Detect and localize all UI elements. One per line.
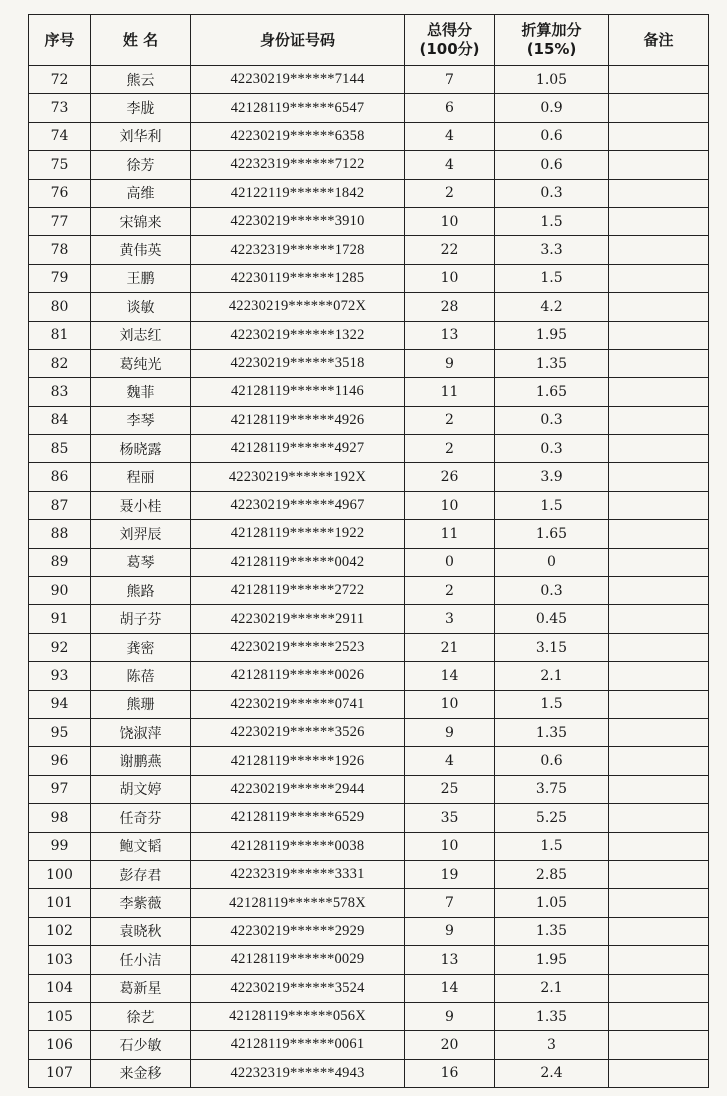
- cell-name: 李胧: [91, 94, 191, 122]
- cell-bonus: 1.35: [495, 718, 609, 746]
- cell-note: [609, 775, 709, 803]
- cell-score: 10: [405, 264, 495, 292]
- cell-note: [609, 690, 709, 718]
- cell-score: 20: [405, 1031, 495, 1059]
- cell-seq: 88: [29, 520, 91, 548]
- cell-id: 42128119******578X: [191, 889, 405, 917]
- cell-score: 22: [405, 236, 495, 264]
- cell-bonus: 2.4: [495, 1059, 609, 1087]
- cell-score: 14: [405, 662, 495, 690]
- cell-seq: 77: [29, 207, 91, 235]
- table-row: [29, 1002, 709, 1030]
- cell-bonus: 3.75: [495, 775, 609, 803]
- table-row: [29, 520, 709, 548]
- cell-id: 42232319******3331: [191, 860, 405, 888]
- cell-seq: 76: [29, 179, 91, 207]
- cell-name: 熊云: [91, 66, 191, 94]
- cell-note: [609, 747, 709, 775]
- cell-id: 42230219******2523: [191, 633, 405, 661]
- cell-note: [609, 435, 709, 463]
- table-row: [29, 236, 709, 264]
- cell-score: 6: [405, 94, 495, 122]
- header-note: 备注: [609, 15, 709, 66]
- cell-bonus: 1.5: [495, 832, 609, 860]
- cell-note: [609, 1002, 709, 1030]
- cell-seq: 75: [29, 151, 91, 179]
- cell-id: 42128119******6547: [191, 94, 405, 122]
- cell-name: 熊珊: [91, 690, 191, 718]
- cell-bonus: 2.1: [495, 974, 609, 1002]
- cell-bonus: 5.25: [495, 804, 609, 832]
- cell-seq: 100: [29, 860, 91, 888]
- cell-name: 彭存君: [91, 860, 191, 888]
- cell-note: [609, 633, 709, 661]
- table-row: [29, 349, 709, 377]
- cell-id: 42230219******2929: [191, 917, 405, 945]
- cell-score: 11: [405, 520, 495, 548]
- cell-note: [609, 151, 709, 179]
- cell-id: 42230219******1322: [191, 321, 405, 349]
- cell-id: 42230219******2911: [191, 605, 405, 633]
- cell-score: 28: [405, 293, 495, 321]
- cell-id: 42230119******1285: [191, 264, 405, 292]
- cell-seq: 91: [29, 605, 91, 633]
- cell-seq: 82: [29, 349, 91, 377]
- table-row: [29, 775, 709, 803]
- cell-note: [609, 889, 709, 917]
- table-row: [29, 605, 709, 633]
- cell-id: 42128119******2722: [191, 577, 405, 605]
- cell-bonus: 3.9: [495, 463, 609, 491]
- cell-note: [609, 860, 709, 888]
- cell-score: 9: [405, 349, 495, 377]
- table-row: [29, 946, 709, 974]
- cell-seq: 106: [29, 1031, 91, 1059]
- cell-name: 饶淑萍: [91, 718, 191, 746]
- cell-name: 袁晓秋: [91, 917, 191, 945]
- cell-name: 聂小桂: [91, 491, 191, 519]
- table-row: [29, 917, 709, 945]
- cell-id: 42128119******6529: [191, 804, 405, 832]
- cell-score: 25: [405, 775, 495, 803]
- cell-score: 10: [405, 690, 495, 718]
- cell-id: 42128119******4927: [191, 435, 405, 463]
- cell-name: 李琴: [91, 406, 191, 434]
- cell-bonus: 0.45: [495, 605, 609, 633]
- table-row: [29, 94, 709, 122]
- table-row: [29, 577, 709, 605]
- cell-seq: 98: [29, 804, 91, 832]
- cell-bonus: 0.3: [495, 179, 609, 207]
- cell-name: 任奇芬: [91, 804, 191, 832]
- cell-id: 42232319******7122: [191, 151, 405, 179]
- cell-name: 陈蓓: [91, 662, 191, 690]
- table-row: [29, 264, 709, 292]
- table-row: [29, 293, 709, 321]
- cell-note: [609, 349, 709, 377]
- cell-id: 42230219******2944: [191, 775, 405, 803]
- cell-seq: 89: [29, 548, 91, 576]
- cell-seq: 97: [29, 775, 91, 803]
- cell-name: 葛纯光: [91, 349, 191, 377]
- cell-name: 谢鹏燕: [91, 747, 191, 775]
- cell-seq: 99: [29, 832, 91, 860]
- cell-note: [609, 207, 709, 235]
- cell-bonus: 1.5: [495, 690, 609, 718]
- cell-seq: 101: [29, 889, 91, 917]
- cell-note: [609, 662, 709, 690]
- cell-score: 2: [405, 577, 495, 605]
- score-sheet: [28, 14, 708, 1088]
- cell-bonus: 1.65: [495, 378, 609, 406]
- table-row: [29, 435, 709, 463]
- table-row: [29, 321, 709, 349]
- cell-score: 4: [405, 151, 495, 179]
- cell-note: [609, 179, 709, 207]
- table-row: [29, 378, 709, 406]
- table-row: [29, 66, 709, 94]
- cell-seq: 81: [29, 321, 91, 349]
- cell-score: 10: [405, 832, 495, 860]
- cell-note: [609, 293, 709, 321]
- cell-bonus: 1.05: [495, 889, 609, 917]
- cell-bonus: 2.85: [495, 860, 609, 888]
- cell-score: 9: [405, 917, 495, 945]
- cell-seq: 84: [29, 406, 91, 434]
- cell-score: 26: [405, 463, 495, 491]
- cell-note: [609, 1059, 709, 1087]
- cell-name: 杨晓露: [91, 435, 191, 463]
- header-id: 身份证号码: [191, 15, 405, 66]
- cell-name: 刘志红: [91, 321, 191, 349]
- cell-id: 42230219******3518: [191, 349, 405, 377]
- cell-bonus: 3.3: [495, 236, 609, 264]
- cell-score: 0: [405, 548, 495, 576]
- cell-bonus: 1.5: [495, 264, 609, 292]
- cell-id: 42128119******1922: [191, 520, 405, 548]
- table-row: [29, 690, 709, 718]
- cell-seq: 102: [29, 917, 91, 945]
- cell-seq: 78: [29, 236, 91, 264]
- cell-seq: 86: [29, 463, 91, 491]
- table-row: [29, 406, 709, 434]
- cell-id: 42230219******7144: [191, 66, 405, 94]
- cell-name: 刘华利: [91, 122, 191, 150]
- table-row: [29, 974, 709, 1002]
- cell-note: [609, 406, 709, 434]
- cell-score: 9: [405, 1002, 495, 1030]
- cell-note: [609, 917, 709, 945]
- table-body: [29, 66, 709, 1088]
- table-row: [29, 463, 709, 491]
- cell-id: 42128119******4926: [191, 406, 405, 434]
- cell-note: [609, 463, 709, 491]
- cell-id: 42128119******1146: [191, 378, 405, 406]
- table-row: [29, 804, 709, 832]
- cell-id: 42230219******3910: [191, 207, 405, 235]
- cell-bonus: 3: [495, 1031, 609, 1059]
- cell-bonus: 1.95: [495, 321, 609, 349]
- cell-id: 42128119******0061: [191, 1031, 405, 1059]
- table-row: [29, 1031, 709, 1059]
- cell-score: 2: [405, 435, 495, 463]
- table-row: [29, 832, 709, 860]
- cell-note: [609, 236, 709, 264]
- cell-name: 葛琴: [91, 548, 191, 576]
- cell-note: [609, 321, 709, 349]
- header-bonus-line2: (15%): [526, 40, 577, 58]
- cell-seq: 93: [29, 662, 91, 690]
- cell-bonus: 0.3: [495, 435, 609, 463]
- cell-note: [609, 974, 709, 1002]
- header-bonus-line1: 折算加分: [521, 21, 582, 39]
- cell-score: 16: [405, 1059, 495, 1087]
- cell-bonus: 1.35: [495, 1002, 609, 1030]
- cell-score: 13: [405, 321, 495, 349]
- cell-name: 胡子芬: [91, 605, 191, 633]
- cell-name: 来金移: [91, 1059, 191, 1087]
- cell-name: 葛新星: [91, 974, 191, 1002]
- cell-note: [609, 1031, 709, 1059]
- header-score-line2: (100分): [419, 40, 480, 58]
- table-row: [29, 662, 709, 690]
- cell-score: 7: [405, 889, 495, 917]
- cell-bonus: 1.95: [495, 946, 609, 974]
- cell-id: 42230219******072X: [191, 293, 405, 321]
- cell-seq: 107: [29, 1059, 91, 1087]
- table-row: [29, 151, 709, 179]
- cell-name: 徐芳: [91, 151, 191, 179]
- cell-id: 42128119******1926: [191, 747, 405, 775]
- cell-id: 42128119******0026: [191, 662, 405, 690]
- cell-score: 7: [405, 66, 495, 94]
- table-header-row: [29, 15, 709, 66]
- cell-seq: 96: [29, 747, 91, 775]
- header-score: [405, 15, 495, 66]
- cell-name: 熊路: [91, 577, 191, 605]
- cell-id: 42128119******0029: [191, 946, 405, 974]
- table-row: [29, 633, 709, 661]
- cell-id: 42230219******0741: [191, 690, 405, 718]
- cell-name: 石少敏: [91, 1031, 191, 1059]
- cell-name: 谈敏: [91, 293, 191, 321]
- cell-name: 刘羿辰: [91, 520, 191, 548]
- cell-id: 42122119******1842: [191, 179, 405, 207]
- cell-seq: 83: [29, 378, 91, 406]
- cell-note: [609, 264, 709, 292]
- cell-name: 魏菲: [91, 378, 191, 406]
- cell-note: [609, 66, 709, 94]
- table-row: [29, 491, 709, 519]
- score-table: [28, 14, 709, 1088]
- cell-seq: 94: [29, 690, 91, 718]
- cell-seq: 80: [29, 293, 91, 321]
- header-name: 姓 名: [91, 15, 191, 66]
- table-row: [29, 179, 709, 207]
- header-score-line1: 总得分: [426, 21, 472, 39]
- cell-score: 9: [405, 718, 495, 746]
- cell-seq: 95: [29, 718, 91, 746]
- cell-score: 35: [405, 804, 495, 832]
- cell-score: 11: [405, 378, 495, 406]
- table-row: [29, 718, 709, 746]
- cell-bonus: 1.05: [495, 66, 609, 94]
- cell-seq: 105: [29, 1002, 91, 1030]
- cell-note: [609, 577, 709, 605]
- cell-note: [609, 520, 709, 548]
- cell-id: 42232319******4943: [191, 1059, 405, 1087]
- cell-note: [609, 122, 709, 150]
- cell-bonus: 4.2: [495, 293, 609, 321]
- cell-note: [609, 832, 709, 860]
- cell-seq: 72: [29, 66, 91, 94]
- table-row: [29, 548, 709, 576]
- cell-bonus: 1.5: [495, 207, 609, 235]
- cell-bonus: 1.35: [495, 349, 609, 377]
- table-row: [29, 747, 709, 775]
- cell-score: 3: [405, 605, 495, 633]
- header-bonus: [495, 15, 609, 66]
- cell-name: 鲍文韬: [91, 832, 191, 860]
- cell-name: 任小洁: [91, 946, 191, 974]
- cell-seq: 104: [29, 974, 91, 1002]
- cell-name: 李紫薇: [91, 889, 191, 917]
- cell-note: [609, 605, 709, 633]
- header-seq: 序号: [29, 15, 91, 66]
- cell-score: 19: [405, 860, 495, 888]
- cell-id: 42232319******1728: [191, 236, 405, 264]
- cell-seq: 74: [29, 122, 91, 150]
- cell-id: 42230219******6358: [191, 122, 405, 150]
- cell-bonus: 0.9: [495, 94, 609, 122]
- cell-seq: 92: [29, 633, 91, 661]
- cell-bonus: 1.5: [495, 491, 609, 519]
- cell-name: 胡文婷: [91, 775, 191, 803]
- table-row: [29, 860, 709, 888]
- cell-seq: 79: [29, 264, 91, 292]
- cell-score: 4: [405, 747, 495, 775]
- cell-id: 42230219******192X: [191, 463, 405, 491]
- cell-note: [609, 548, 709, 576]
- table-row: [29, 207, 709, 235]
- cell-id: 42128119******0038: [191, 832, 405, 860]
- cell-note: [609, 804, 709, 832]
- cell-id: 42128119******0042: [191, 548, 405, 576]
- cell-id: 42230219******4967: [191, 491, 405, 519]
- cell-bonus: 0.6: [495, 151, 609, 179]
- table-row: [29, 1059, 709, 1087]
- table-row: [29, 889, 709, 917]
- cell-note: [609, 94, 709, 122]
- cell-score: 2: [405, 179, 495, 207]
- cell-seq: 87: [29, 491, 91, 519]
- cell-score: 10: [405, 207, 495, 235]
- cell-id: 42128119******056X: [191, 1002, 405, 1030]
- cell-bonus: 0.3: [495, 577, 609, 605]
- cell-name: 高维: [91, 179, 191, 207]
- cell-bonus: 0.6: [495, 747, 609, 775]
- cell-name: 龚密: [91, 633, 191, 661]
- cell-score: 14: [405, 974, 495, 1002]
- cell-score: 13: [405, 946, 495, 974]
- cell-score: 21: [405, 633, 495, 661]
- cell-name: 程丽: [91, 463, 191, 491]
- cell-seq: 85: [29, 435, 91, 463]
- cell-bonus: 0: [495, 548, 609, 576]
- cell-bonus: 2.1: [495, 662, 609, 690]
- cell-name: 徐艺: [91, 1002, 191, 1030]
- cell-note: [609, 718, 709, 746]
- table-row: [29, 122, 709, 150]
- cell-note: [609, 491, 709, 519]
- cell-seq: 73: [29, 94, 91, 122]
- cell-name: 宋锦来: [91, 207, 191, 235]
- cell-seq: 103: [29, 946, 91, 974]
- cell-score: 4: [405, 122, 495, 150]
- cell-score: 10: [405, 491, 495, 519]
- cell-note: [609, 378, 709, 406]
- cell-id: 42230219******3524: [191, 974, 405, 1002]
- cell-bonus: 1.35: [495, 917, 609, 945]
- cell-bonus: 0.6: [495, 122, 609, 150]
- cell-bonus: 1.65: [495, 520, 609, 548]
- cell-seq: 90: [29, 577, 91, 605]
- cell-bonus: 0.3: [495, 406, 609, 434]
- cell-name: 王鹏: [91, 264, 191, 292]
- cell-note: [609, 946, 709, 974]
- cell-score: 2: [405, 406, 495, 434]
- cell-bonus: 3.15: [495, 633, 609, 661]
- cell-id: 42230219******3526: [191, 718, 405, 746]
- cell-name: 黄伟英: [91, 236, 191, 264]
